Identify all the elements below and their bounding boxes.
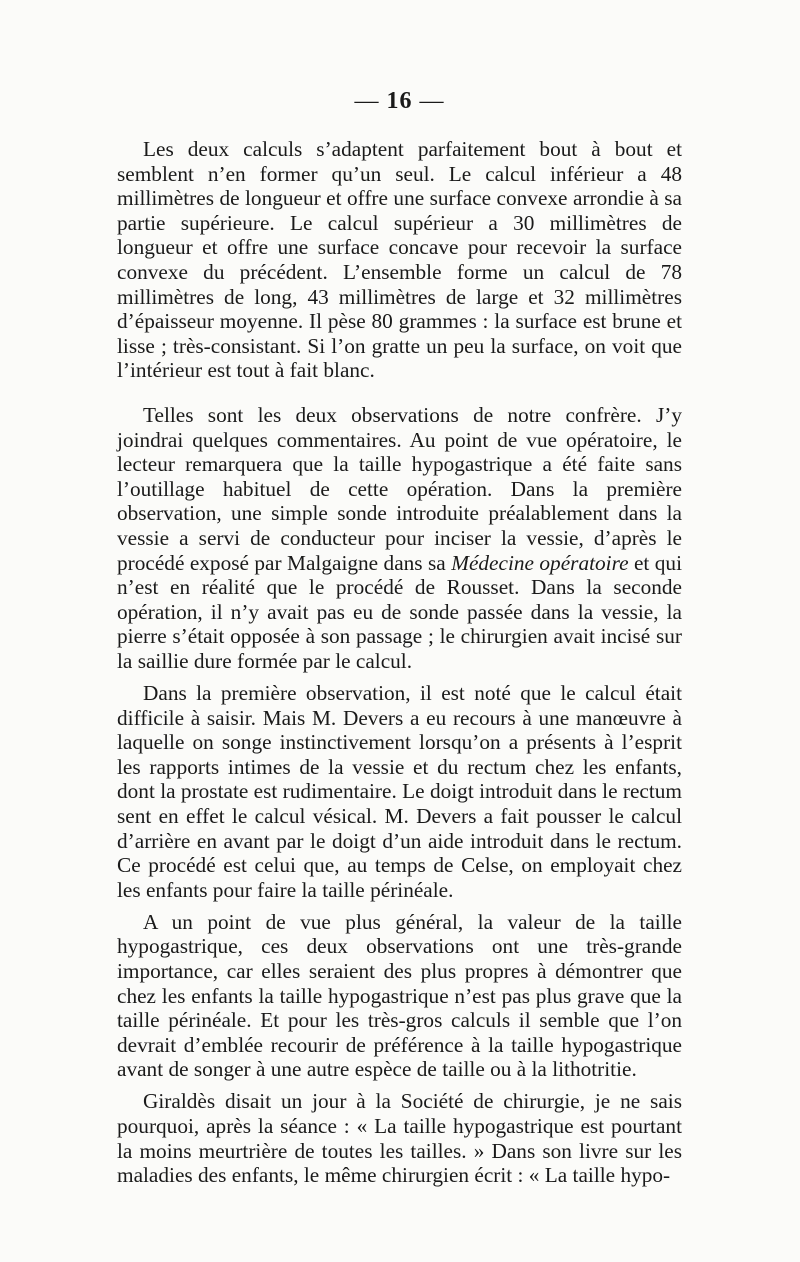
- paragraph-operative-commentary-before: Telles sont les deux observations de notre confrère. J’y joindrai quelques commentaires. Au point de vue opératoire, le lecteur remarquera que la taille hypogastrique a été faite sans l’outillage habituel de cette opération. Dans la première observation, une simple sonde introduite préalablement dans la vessie a servi de conducteur pour inciser la vessie, d’après le procédé exposé par Malgaigne dans sa: [117, 402, 682, 575]
- book-title-medecine-operatoire: Médecine opératoire: [451, 550, 629, 575]
- paragraph-calculus-description: Les deux calculs s’adaptent parfaitement bout à bout et semblent n’en former qu’un seul. Le calcul inférieur a 48 millimètres de longueur et offre une surface convexe arrondie à sa partie supérieure. Le calcul supérieur a 30 millimètres de longueur et offre une surface concave pour recevoir la surface convexe du précédent. L’ensemble forme un calcul de 78 millimètres de long, 43 millimètres de large et 32 millimètres d’épaisseur moyenne. Il pèse 80 grammes : la surface est brune et lisse ; très-consistant. Si l’on gratte un peu la surface, on voit que l’intérieur est tout à fait blanc.: [117, 137, 682, 383]
- page-number: [117, 88, 682, 115]
- paragraph-operative-commentary: [117, 403, 682, 674]
- page-number-left-dash: —: [354, 88, 380, 114]
- page-number-value: 16: [386, 88, 413, 114]
- document-page: [117, 88, 682, 1195]
- paragraph-giraldes-quote: Giraldès disait un jour à la Société de chirurgie, je ne sais pourquoi, après la séance : « La taille hypogastrique est pourtant la moins meurtrière de toutes les tailles. » Dans son livre sur les maladies des enfants, le même chirurgien écrit : « La taille hypo-: [117, 1089, 682, 1188]
- paragraph-operative-commentary-after: et qui n’est en réalité que le procédé de Rousset. Dans la seconde opération, il n’y avait pas eu de sonde passée dans la vessie, la pierre s’était opposée à son passage ; le chirurgien avait incisé sur la saillie dure formée par le calcul.: [117, 550, 682, 673]
- page-number-right-dash: —: [419, 88, 445, 114]
- paragraph-general-view: A un point de vue plus général, la valeur de la taille hypogastrique, ces deux observations ont une très-grande importance, car elles seraient des plus propres à démontrer que chez les enfants la taille hypogastrique n’est pas plus grave que la taille périnéale. Et pour les très-gros calculs il semble que l’on devrait d’emblée recourir de préférence à la taille hypogastrique avant de songer à une autre espèce de taille ou à la lithotritie.: [117, 909, 682, 1082]
- paragraph-rectal-maneuver: Dans la première observation, il est noté que le calcul était difficile à saisir. Mais M. Devers a eu recours à une manœuvre à laquelle on songe instinctivement lorsqu’on a présents à l’esprit les rapports intimes de la vessie et du rectum chez les enfants, dont la prostate est rudimentaire. Le doigt introduit dans le rectum sent en effet le calcul vésical. M. Devers a fait pousser le calcul d’arrière en avant par le doigt d’un aide introduit dans le rectum. Ce procédé est celui que, au temps de Celse, on employait chez les enfants pour faire la taille périnéale.: [117, 680, 682, 902]
